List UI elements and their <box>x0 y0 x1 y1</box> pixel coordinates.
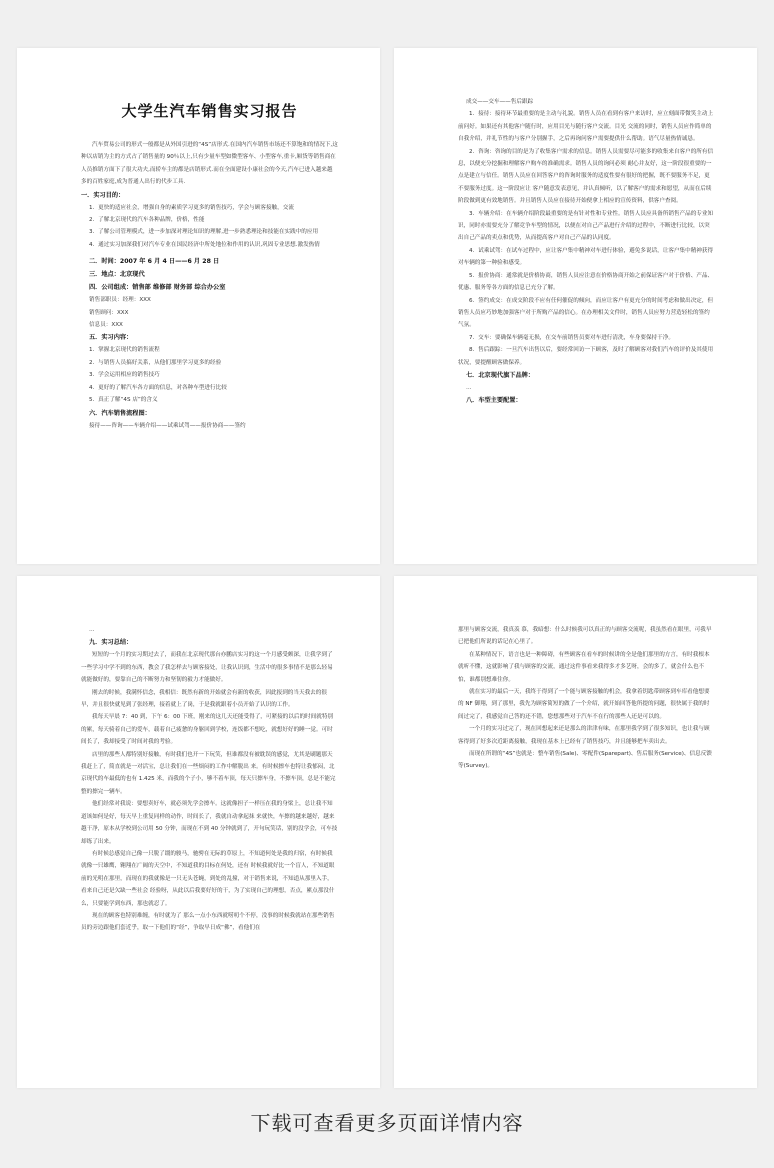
paragraph: 8．售后跟踪：一旦汽车出售以后，要经常回访一下顾客，及时了解顾客对我们汽车的评价及其使用状况，要提醒顾客做保养。 <box>458 347 714 366</box>
paragraph: 他们经常对我说：要想卖好车，就必须先学会擦车。这就像担子一样压在我的身梁上，总让我不知道该如何是好，每天早上重复同样的动作，时间长了，我就自动拿起抹 来就快，车擦的越来越好，越来越干净，原本从学校到公司用 50 分钟，而现在不到 40 分钟就到了，开句玩笑话，别的没学会，可车技却练了出来。 <box>81 801 338 845</box>
list-item: 1．掌握北京现代的销售流程 <box>89 347 160 354</box>
document-page-2 <box>394 48 757 564</box>
list-item: 5．真正了解“4S 店”的含义 <box>89 397 158 404</box>
paragraph: 那里与顾客交流，我真羡 慕，我暗想：什么时候我可以真正的与顾客交流呢，我虽然看在眼里，可我早已把他们所说的话记在心里了。 <box>458 627 712 646</box>
section-heading: 六．汽车销售流程图： <box>89 409 151 417</box>
document-page-4 <box>394 576 757 1088</box>
ellipsis-text: … <box>466 384 472 391</box>
paragraph: 7．交车：要确保车辆毫无损，在交车前销售员要对车进行清洗，车身要保持干净。 <box>469 334 674 341</box>
paragraph: 5．报价协商：通常就是价格协商，销售人员应注意在价格协商开始之前保证客户对于价格、产品、优惠、服务等各方面的信息已充分了解。 <box>458 272 714 292</box>
paragraph: 6．签约成交：在成交阶段不应有任何催促的倾向，而应让客户有更充分的时间考虑和做出决定，但销售人员应巧妙地加强客户对于所购产品的信心。在办理相关文件时，销售人员应努力营造轻松的签约气氛。 <box>458 297 714 329</box>
section-heading: 八．车型主要配置： <box>466 397 522 405</box>
list-item: 信息员：XXX <box>89 322 123 329</box>
section-heading: 一．实习目的： <box>81 191 125 199</box>
ellipsis-text: … <box>89 627 95 633</box>
intro-paragraph: 汽车贸易公司的形式一般都是从外国引进的“4S”店形式.在国内汽车销售市场还不算饱和的情况下,这种以店销为主的方式占了销售量的 90％以上,只有少量车型如微型客车、小型客车,重卡,厢货等销售商在人员推销方面下了很大功夫,而轿车主的都是店销形式.而在全面建设小康社会的今天,汽车已进入越来越多的百姓家庭,成为普通人出行的代步工具. <box>81 142 338 186</box>
list-item: 2．了解北京现代的汽车各种品牌，价格，性能 <box>89 217 205 224</box>
list-item: 销售顾问：XXX <box>89 309 129 316</box>
flow-text: 成交——交车——售后跟踪 <box>466 99 534 105</box>
paragraph: 1．接待：接待环节最重要的是主动与礼貌。销售人员在看到有客户来访时，应立刻面带微笑主动上前问好。如果还有其他客户随行时，应用目光与随行客户交流。目光 交流的同时，销售人员应作简单的自我介绍，并礼节性的与客户分别握手，之后再询问客户需要提供什么帮助。语气尽量热情诚恳。 <box>458 111 714 143</box>
flow-text: 接待——咨询——车辆介绍——试乘试驾——报价协商——签约 <box>89 422 246 429</box>
document-page-1 <box>17 48 380 564</box>
document-page-3 <box>17 576 380 1088</box>
paragraph: 一个月的实习过完了，现在回想起来还是那么的津津有味，在那里我学到了很多知识，也让我与顾客得到了好多次近距离接触，我现在基本上已经有了销售技巧，并且能够把车卖出去。 <box>458 726 710 745</box>
list-item: 4．更好的了解汽车各方面的信息，对各种车型进行比较 <box>89 384 227 391</box>
paragraph: 2．咨询：咨询的目的是为了收集客户需求的信息。销售人员需要尽可能多的收集来自客户的所有信息，以便充分挖掘和理解客户购车的准确需求。销售人员的询问必须 耐心并友好，这一阶段很重要的一点是建立与信任。销售人员应在回答客户的咨询时服务的适度性要有很好的把握，既不要服务不足，更不要服务过度。这一阶段应让 客户随意发表意见，并认真倾听，以了解客户的需求和愿望，从而在后续阶段做到更有效地销售。并且销售人员应在接待开始便拿上相应的宣传资料，供客户查阅。 <box>458 148 714 205</box>
paragraph: 而现在所谓的“4S”也就是：整车销售(Sale)、零配件(Sparepart)、售后服务(Service)、信息反馈等(Survey)。 <box>458 751 712 770</box>
report-title: 大学生汽车销售实习报告 <box>121 102 298 120</box>
paragraph: 3．车辆介绍：在车辆介绍阶段最重要的是有针对性和专业性。销售人员应具备所销售产品的专业知识，同时亦需要充分了解竞争车型的情况，以便在对自己产品进行介绍的过程中，不断进行比较，以突出自己产品的卖点和优势，从而提高客户对自己产品的认同度。 <box>458 210 714 242</box>
paragraph: 有时候总感觉自己像一只脱了缰的骏马，驰骋在无际的草原上，不知道何处是我的归宿，有时候我就像一只雄鹰，翱翔在广阔的天空中，不知道我的目标在何处，还有 时候我就好比一个盲人，不知道眼前的光明在那里，而现在的我就像是一只无头苍蝇，到处的乱撞，对于销售来说，不知道从那里入手，看来自己还是欠缺一些社会 经验呀，从此以后我要好好的干，为了实现自己的理想，否点，累点那没什么，只要能学到东西，那也就忍了。 <box>81 850 335 907</box>
paragraph: 我每天早晨 7：40 到，下午 6：00 下班，刚来的这几天还能受得了，可紧接的以后的时间就特别的累，每天骑着自己的爱车，载着自己疲惫的身躯回到学校，连饭都不想吃，就想好好的睡一觉。可时间长了，我却接受了时间对我的考验。 <box>81 714 334 746</box>
paragraph: 现在的顾客也特别难缠，有时就为了 那么一点小东西就唠叨个不停，没事的时候我就站在那些销售员的旁边跟他们套近乎，取一下他们的“经”，争取早日成“佛”，看他们在 <box>81 912 335 932</box>
download-more-link[interactable]: 下载可查看更多页面详情内容 <box>250 1111 524 1135</box>
list-item: 销售部职员：经理：XXX <box>89 297 151 304</box>
section-heading: 三．地点：北京现代 <box>89 271 145 279</box>
paragraph: 在某种情况下，语言也是一种障碍，有些顾客在看车的时候讲的全是他们那里的方言，有时我根本就听不懂，这就影响了我与顾客的交流，通过这件事看来我得多才多艺呀，会的多了，就会什么也不怕，谁都别想难住你。 <box>458 651 710 683</box>
list-item: 3．了解公司管理模式，进一步加深对理论知识的理解,进一步熟悉理论和技能在实践中的应用 <box>89 229 319 236</box>
list-item: 4．通过实习加深我们对汽车专业在国民经济中所处地位和作用的认识,巩固专业思想.激发热情 <box>89 241 320 248</box>
list-item: 3．学会运用相应的销售技巧 <box>89 372 160 379</box>
paragraph: 刚去的时候，我满怀信念，我相信：既然有新的开始就会有新的收获，因此报到的当天我去的很早，并且很快就见到了张经理，接着就上了岗，于是我就跟着小员开始了认识的工作。 <box>81 689 327 709</box>
section-heading: 五．实习内容： <box>89 334 133 342</box>
paragraph: 店里的那些人都特别好接触，有时我们也开一下玩笑，但谁都没有被耽误的感觉，尤其是刷题那天我赶上了，简直就是一对活宝，总让我们在一些烦闷的工作中解脱出 来。有时候擦车也特让我郁闷，北京现代的车最低的也有 1.425 米，而我的个子小，够不着车顶，每天只擦车身，不擦车顶，总是不能完整的擦完一辆车。 <box>81 751 336 795</box>
list-item: 1．更快的适应社会，增强自身的素质学习更多的销售技巧，学会与顾客接触，交流 <box>89 204 294 211</box>
section-heading: 七．北京现代旗下品牌： <box>466 371 535 379</box>
paragraph: 4．试乘试驾：在试车过程中，应让客户集中精神对车进行体验，避免多说话，让客户集中精神获得对车辆的第一种验和感受。 <box>458 247 714 267</box>
paragraph: 就在实习的最后一天，我终于得到了一个能与顾客接触的机会，我拿着钥匙带顾客到车库看他想要的 NF 御翔，到了那里，我先为顾客简短的做了一个介绍，就开始回答他所提的问题，很快属于我的时间过完了，我感觉自己答的还不错，您想那些对于汽车不在行的那些人还是可以的。 <box>458 689 710 720</box>
section-heading: 二．时间：2007 年 6 月 4 日——6 月 28 日 <box>89 258 220 266</box>
list-item: 2．与销售人员搞好关系，从他们那里学习更多的经验 <box>89 359 222 366</box>
section-heading: 四．公司组成：销售部 维修部 财务部 综合办公室 <box>89 284 226 292</box>
paragraph: 短短的一个月的实习期过去了，而我在北京现代那台亦鹏店实习的这一个月感受颇深，让我学到了一些学习中学不到的东西，教会了我怎样去与顾客接处，让我认识到，生活中的很多事情不是那么轻易就能做好的，要靠自己的不断努力和坚韧的毅力才能做好。 <box>81 652 333 684</box>
section-heading: 九．实习总结： <box>89 639 133 647</box>
